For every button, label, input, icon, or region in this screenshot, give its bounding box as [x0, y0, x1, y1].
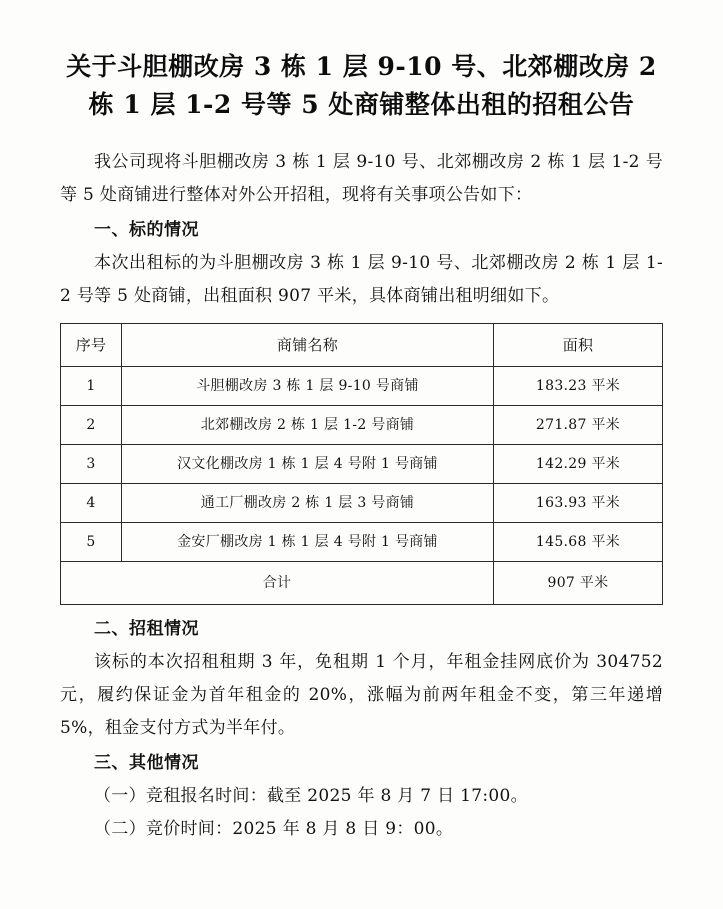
cell-index: 4 [61, 484, 122, 523]
total-label: 合计 [61, 562, 494, 605]
section3-item-2: （二）竞价时间：2025 年 8 月 8 日 9：00。 [94, 819, 454, 839]
section-body-2: 该标的本次招租租期 3 年，免租期 1 个月，年租金挂网底价为 304752 元，履约保证金为首年租金的 20%，涨幅为前两年租金不变，第三年递增 5%，租金支付方式为半年付。 [60, 652, 663, 738]
table-row [61, 523, 663, 562]
column-header-index: 序号 [61, 324, 122, 367]
table-row [61, 445, 663, 484]
table-row [61, 406, 663, 445]
cell-area: 142.29 平米 [494, 445, 663, 484]
intro-paragraph: 我公司现将斗胆棚改房 3 栋 1 层 9-10 号、北郊棚改房 2 栋 1 层 1-2 号等 5 处商铺进行整体对外公开招租，现将有关事项公告如下： [60, 152, 663, 205]
column-header-name: 商铺名称 [122, 324, 494, 367]
cell-index: 5 [61, 523, 122, 562]
column-header-area: 面积 [494, 324, 663, 367]
cell-area: 145.68 平米 [494, 523, 663, 562]
cell-name: 斗胆棚改房 3 栋 1 层 9-10 号商铺 [122, 367, 494, 406]
section-heading-3: 三、其他情况 [94, 753, 199, 773]
cell-name: 金安厂棚改房 1 栋 1 层 4 号附 1 号商铺 [122, 523, 494, 562]
cell-area: 183.23 平米 [494, 367, 663, 406]
total-area: 907 平米 [494, 562, 663, 605]
section-body-1: 本次出租标的为斗胆棚改房 3 栋 1 层 9-10 号、北郊棚改房 2 栋 1 层 1-2 号等 5 处商铺，出租面积 907 平米，具体商铺出租明细如下。 [60, 253, 663, 306]
section-heading-1: 一、标的情况 [94, 220, 199, 240]
shop-list-table [60, 323, 663, 605]
cell-name: 通工厂棚改房 2 栋 1 层 3 号商铺 [122, 484, 494, 523]
cell-index: 2 [61, 406, 122, 445]
cell-area: 163.93 平米 [494, 484, 663, 523]
page-title: 关于斗胆棚改房 3 栋 1 层 9-10 号、北郊棚改房 2 栋 1 层 1-2 号等 5 处商铺整体出租的招租公告 [66, 52, 657, 119]
table-total-row [61, 562, 663, 605]
table-row [61, 484, 663, 523]
cell-area: 271.87 平米 [494, 406, 663, 445]
cell-name: 北郊棚改房 2 栋 1 层 1-2 号商铺 [122, 406, 494, 445]
section3-item-1: （一）竞租报名时间：截至 2025 年 8 月 7 日 17:00。 [94, 786, 528, 806]
section-heading-2: 二、招租情况 [94, 619, 199, 639]
cell-name: 汉文化棚改房 1 栋 1 层 4 号附 1 号商铺 [122, 445, 494, 484]
cell-index: 1 [61, 367, 122, 406]
cell-index: 3 [61, 445, 122, 484]
table-header-row [61, 324, 663, 367]
table-row [61, 367, 663, 406]
